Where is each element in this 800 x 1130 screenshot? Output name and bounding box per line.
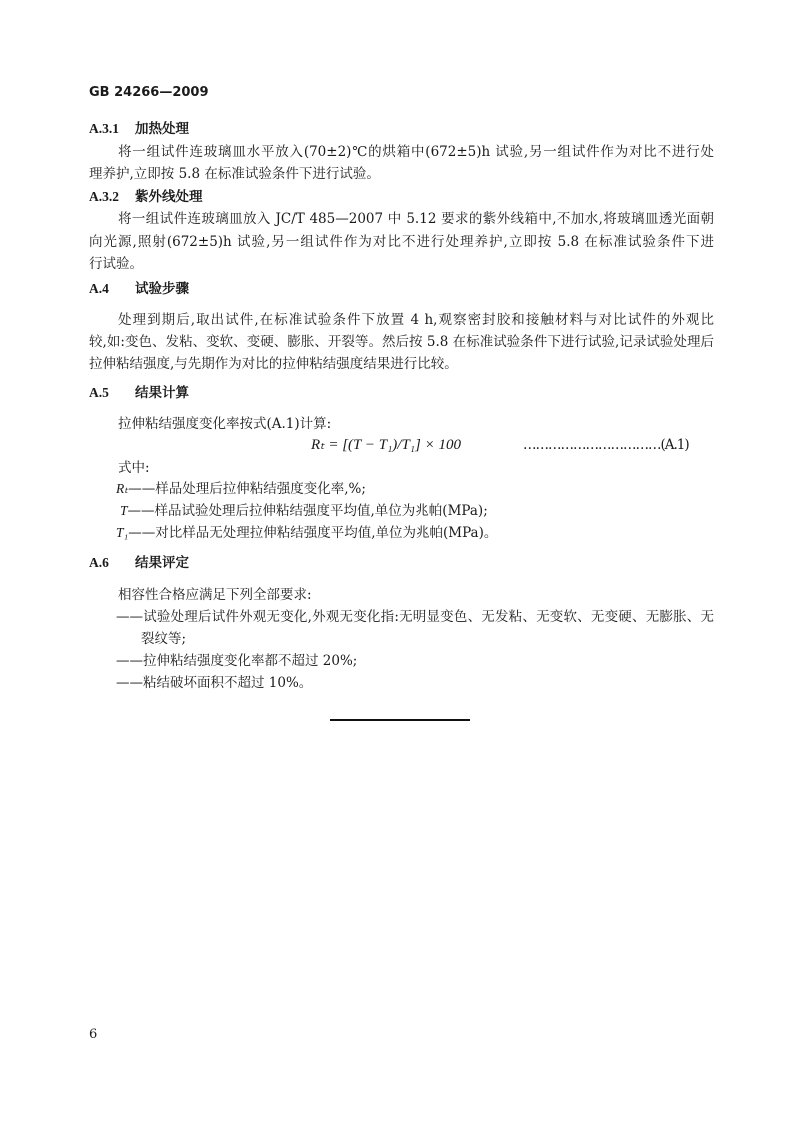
standard-number-header: GB 24266—2009 [89, 85, 209, 100]
section-title: 加热处理 [135, 121, 189, 137]
end-rule-divider [330, 719, 470, 721]
section-number: A.5 [89, 385, 109, 400]
section-a4-heading [89, 280, 189, 298]
symbol: T [120, 503, 128, 518]
symbol: T₁ [116, 525, 129, 540]
paragraph-line: 将一组试件连玻璃皿水平放入(70±2)℃的烘箱中(672±5)h 试验,另一组试件作为对比不进行处 [118, 144, 714, 160]
formula-intro: 拉伸粘结强度变化率按式(A.1)计算: [118, 416, 332, 432]
paragraph-line: 行试验。 [89, 256, 143, 272]
section-number: A.3.2 [89, 189, 119, 204]
paragraph-line: 处理到期后,取出试件,在标准试验条件下放置 4 h,观察密封胶和接触材料与对比试件的外观比 [118, 312, 714, 328]
requirement-item: ——试验处理后试件外观无变化,外观无变化指:无明显变色、无发粘、无变软、无变硬、无膨胀、无 [116, 609, 714, 625]
section-number: A.3.1 [89, 121, 119, 136]
page-number: 6 [89, 1027, 98, 1042]
section-title: 结果计算 [135, 385, 189, 401]
requirement-item: ——拉伸粘结强度变化率都不超过 20%; [116, 653, 358, 669]
section-a31-heading [89, 120, 189, 138]
section-a5-heading [89, 384, 189, 402]
definition-t [120, 502, 488, 520]
section-title: 紫外线处理 [135, 189, 203, 205]
section-title: 试验步骤 [135, 281, 189, 297]
where-label: 式中: [118, 460, 150, 476]
paragraph-line: 理养护,立即按 5.8 在标准试验条件下进行试验。 [89, 166, 380, 182]
requirements-intro: 相容性合格应满足下列全部要求: [118, 587, 312, 603]
symbol: Rₜ [116, 481, 129, 496]
section-a6-heading [89, 554, 189, 572]
definition-rt [116, 480, 366, 498]
section-number: A.6 [89, 555, 109, 570]
paragraph-line: 较,如:变色、发粘、变软、变硬、膨胀、开裂等。然后按 5.8 在标准试验条件下进行试验,记录试验处理后 [89, 334, 714, 350]
paragraph-line: 向光源,照射(672±5)h 试验,另一组试件作为对比不进行处理养护,立即按 5.8 在标准试验条件下进 [89, 234, 714, 250]
section-title: 结果评定 [135, 555, 189, 571]
formula-a1: Rₜ = [(T − T₁)/T₁] × 100 [311, 437, 461, 453]
section-a32-heading [89, 188, 203, 206]
definition-t1 [116, 524, 497, 542]
requirement-item-continued: 裂纹等; [141, 631, 187, 647]
definition-text: ——对比样品无处理拉伸粘结强度平均值,单位为兆帕(MPa)。 [128, 525, 498, 541]
paragraph-line: 将一组试件连玻璃皿放入 JC/T 485—2007 中 5.12 要求的紫外线箱中,不加水,将玻璃皿透光面朝 [118, 211, 714, 227]
requirement-item: ——粘结破坏面积不超过 10%。 [116, 675, 313, 691]
section-number: A.4 [89, 281, 109, 296]
definition-text: ——样品试验处理后拉伸粘结强度平均值,单位为兆帕(MPa); [127, 503, 488, 519]
paragraph-line: 拉伸粘结强度,与先期作为对比的拉伸粘结强度结果进行比较。 [89, 356, 458, 372]
formula-reference: ……………………………(A.1) [523, 437, 689, 453]
definition-text: ——样品处理后拉伸粘结强度变化率,%; [128, 481, 366, 497]
